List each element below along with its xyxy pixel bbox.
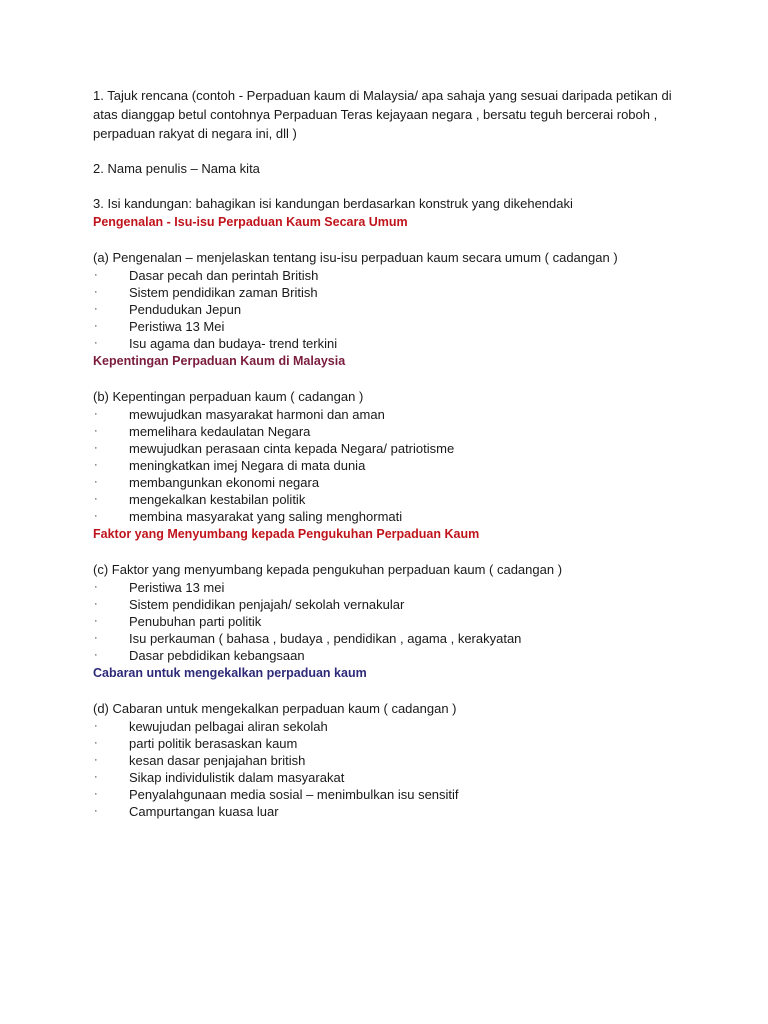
intro-item-1-line-2: atas dianggap betul contohnya Perpaduan Teras kejayaan negara , bersatu teguh bercerai roboh , — [93, 107, 658, 122]
list-item — [93, 335, 693, 352]
bullet-dot: · — [94, 788, 98, 800]
list-item-text: Dasar pebdidikan kebangsaan — [129, 648, 305, 663]
list-item-text: Sistem pendidikan penjajah/ sekolah vernakular — [129, 597, 405, 612]
bullet-dot: · — [94, 337, 98, 349]
list-item-text: Pendudukan Jepun — [129, 302, 242, 317]
list-item-text: membangunkan ekonomi negara — [129, 475, 320, 490]
bullet-dot: · — [94, 476, 98, 488]
list-item-text: kewujudan pelbagai aliran sekolah — [129, 719, 328, 734]
list-item — [93, 803, 693, 820]
bullet-dot: · — [94, 320, 98, 332]
list-item — [93, 457, 693, 474]
section-a-list — [93, 267, 693, 352]
list-item-text: Isu perkauman ( bahasa , budaya , pendidikan , agama , kerakyatan — [129, 631, 522, 646]
list-item — [93, 267, 693, 284]
section-d-heading: Cabaran untuk mengekalkan perpaduan kaum — [93, 666, 367, 680]
list-item — [93, 579, 693, 596]
intro-item-2: 2. Nama penulis – Nama kita — [93, 161, 260, 176]
bullet-dot: · — [94, 303, 98, 315]
list-item — [93, 491, 693, 508]
list-item — [93, 786, 693, 803]
list-item-text: Sikap individulistik dalam masyarakat — [129, 770, 345, 785]
list-item-text: Isu agama dan budaya- trend terkini — [129, 336, 338, 351]
list-item-text: kesan dasar penjajahan british — [129, 753, 306, 768]
bullet-dot: · — [94, 754, 98, 766]
list-item — [93, 769, 693, 786]
list-item-text: Penyalahgunaan media sosial – menimbulkan isu sensitif — [129, 787, 459, 802]
section-c-heading: Faktor yang Menyumbang kepada Pengukuhan Perpaduan Kaum — [93, 527, 480, 541]
bullet-dot: · — [94, 615, 98, 627]
section-a-heading: Pengenalan - Isu-isu Perpaduan Kaum Secara Umum — [93, 215, 408, 229]
list-item-text: Campurtangan kuasa luar — [129, 804, 279, 819]
bullet-dot: · — [94, 581, 98, 593]
bullet-dot: · — [94, 286, 98, 298]
list-item — [93, 630, 693, 647]
section-d-list — [93, 718, 693, 820]
list-item-text: meningkatkan imej Negara di mata dunia — [129, 458, 366, 473]
intro-item-1 — [93, 86, 693, 143]
list-item-text: Sistem pendidikan zaman British — [129, 285, 318, 300]
list-item-text: mengekalkan kestabilan politik — [129, 492, 306, 507]
list-item — [93, 718, 693, 735]
section-c-list — [93, 579, 693, 664]
bullet-dot: · — [94, 649, 98, 661]
list-item — [93, 508, 693, 525]
section-b-list — [93, 406, 693, 525]
bullet-dot: · — [94, 805, 98, 817]
bullet-dot: · — [94, 720, 98, 732]
bullet-dot: · — [94, 771, 98, 783]
list-item-text: Peristiwa 13 mei — [129, 580, 225, 595]
section-b-heading: Kepentingan Perpaduan Kaum di Malaysia — [93, 354, 346, 368]
list-item — [93, 647, 693, 664]
list-item — [93, 440, 693, 457]
bullet-dot: · — [94, 269, 98, 281]
bullet-dot: · — [94, 425, 98, 437]
bullet-dot: · — [94, 408, 98, 420]
document-page — [93, 86, 693, 820]
list-item — [93, 318, 693, 335]
list-item-text: Peristiwa 13 Mei — [129, 319, 225, 334]
bullet-dot: · — [94, 737, 98, 749]
bullet-dot: · — [94, 442, 98, 454]
bullet-dot: · — [94, 510, 98, 522]
section-d-subheading: (d) Cabaran untuk mengekalkan perpaduan kaum ( cadangan ) — [93, 701, 457, 716]
section-b-subheading: (b) Kepentingan perpaduan kaum ( cadangan ) — [93, 389, 364, 404]
list-item — [93, 735, 693, 752]
section-a-subheading: (a) Pengenalan – menjelaskan tentang isu-isu perpaduan kaum secara umum ( cadangan ) — [93, 250, 618, 265]
list-item — [93, 284, 693, 301]
intro-item-1-line-3: perpaduan rakyat di negara ini, dll ) — [93, 126, 297, 141]
list-item-text: Penubuhan parti politik — [129, 614, 262, 629]
list-item — [93, 406, 693, 423]
list-item-text: parti politik berasaskan kaum — [129, 736, 298, 751]
section-c-subheading: (c) Faktor yang menyumbang kepada pengukuhan perpaduan kaum ( cadangan ) — [93, 562, 563, 577]
list-item — [93, 301, 693, 318]
intro-item-1-line-1: 1. Tajuk rencana (contoh - Perpaduan kaum di Malaysia/ apa sahaja yang sesuai daripada petikan di — [93, 88, 672, 103]
list-item — [93, 613, 693, 630]
list-item-text: mewujudkan perasaan cinta kepada Negara/ patriotisme — [129, 441, 455, 456]
list-item-text: memelihara kedaulatan Negara — [129, 424, 311, 439]
list-item — [93, 423, 693, 440]
list-item-text: Dasar pecah dan perintah British — [129, 268, 319, 283]
list-item — [93, 474, 693, 491]
bullet-dot: · — [94, 632, 98, 644]
list-item — [93, 596, 693, 613]
list-item-text: membina masyarakat yang saling menghormati — [129, 509, 403, 524]
bullet-dot: · — [94, 459, 98, 471]
intro-item-3: 3. Isi kandungan: bahagikan isi kandungan berdasarkan konstruk yang dikehendaki — [93, 196, 573, 211]
list-item — [93, 752, 693, 769]
bullet-dot: · — [94, 493, 98, 505]
bullet-dot: · — [94, 598, 98, 610]
list-item-text: mewujudkan masyarakat harmoni dan aman — [129, 407, 385, 422]
